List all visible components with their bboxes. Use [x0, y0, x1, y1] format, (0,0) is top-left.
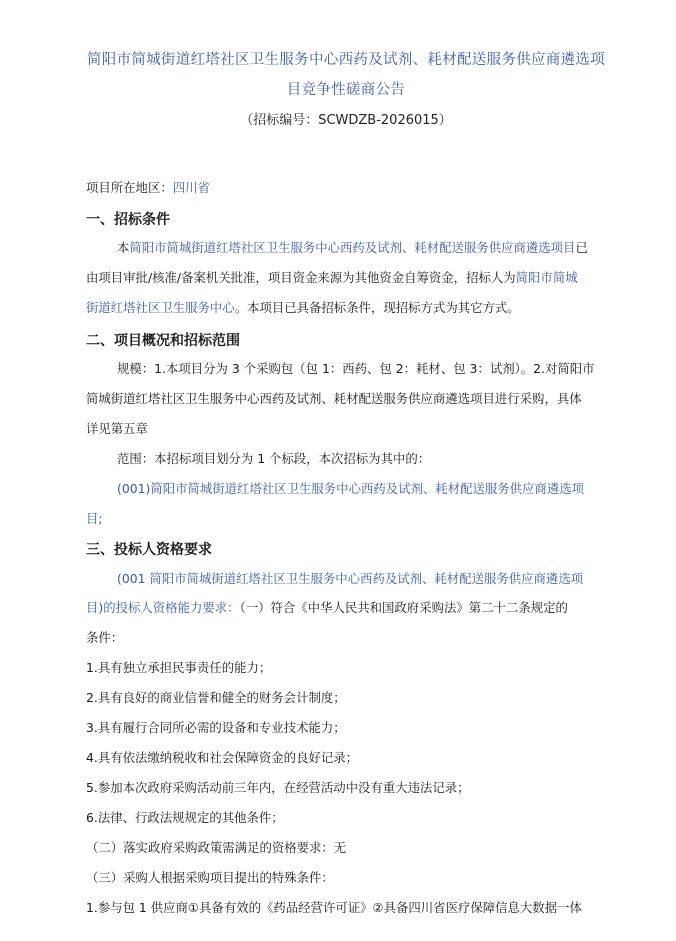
qualification-line-2 — [86, 600, 568, 616]
qualification-line-3: 条件： — [86, 630, 124, 645]
document-title-line-2: 目竞争性磋商公告 — [286, 82, 406, 98]
section-3-heading: 三、投标人资格要求 — [86, 542, 212, 558]
section-1-heading: 一、招标条件 — [86, 212, 170, 228]
bid-number: （招标编号：SCWDZB-2026015） — [240, 113, 452, 128]
project-region — [86, 180, 210, 196]
condition-item: 5.参加本次政府采购活动前三年内，在经营活动中没有重大违法记录； — [86, 780, 470, 795]
text-segment: 由项目审批/核准/备案机关批准，项目资金来源为其他资金自筹资金，招标人为 — [86, 270, 516, 285]
project-name-link: 简阳市简城街道红塔社区卫生服务中心西药及试剂、耗材配送服务供应商遴选项目 — [129, 240, 576, 255]
region-label: 项目所在地区： — [86, 180, 173, 195]
lot-line-2: 目; — [86, 511, 103, 526]
text-segment: 本 — [117, 240, 130, 255]
text-segment: （一）符合《中华人民共和国政府采购法》第二十二条规定的 — [239, 600, 568, 615]
section-1-paragraph-line-2 — [86, 270, 578, 286]
range-line: 范围：本招标项目划分为 1 个标段，本次招标为其中的： — [117, 451, 431, 466]
qualification-line-1: (001 简阳市简城街道红塔社区卫生服务中心西药及试剂、耗材配送服务供应商遴选项 — [117, 571, 584, 586]
region-value: 四川省 — [172, 180, 210, 195]
scale-line-3: 详见第五章 — [86, 421, 148, 436]
scale-line-1: 规模：1.本项目分为 3 个采购包（包 1：西药、包 2：耗材、包 3：试剂）。2.对简阳市 — [117, 361, 595, 376]
lot-line-1: (001)简阳市简城街道红塔社区卫生服务中心西药及试剂、耗材配送服务供应商遴选项 — [117, 481, 584, 496]
text-segment: 。本项目已具备招标条件，现招标方式为其它方式。 — [234, 300, 520, 315]
condition-item: 1.具有独立承担民事责任的能力； — [86, 660, 272, 675]
tenderer-name-link: 简阳市简城 — [515, 270, 578, 285]
package-1-requirement: 1.参与包 1 供应商①具备有效的《药品经营许可证》②具备四川省医疗保障信息大数据一体 — [86, 900, 582, 915]
requirement-3: （三）采购人根据采购项目提出的特殊条件： — [86, 870, 334, 885]
condition-item: 2.具有良好的商业信誉和健全的财务会计制度； — [86, 690, 346, 705]
requirement-2: （二）落实政府采购政策需满足的资格要求：无 — [86, 840, 347, 855]
document-title-line-1: 简阳市简城街道红塔社区卫生服务中心西药及试剂、耗材配送服务供应商遴选项 — [87, 52, 605, 68]
condition-item: 3.具有履行合同所必需的设备和专业技术能力； — [86, 720, 346, 735]
section-1-paragraph-line-3 — [86, 300, 520, 316]
section-1-paragraph-line-1 — [117, 240, 588, 256]
tenderer-name-link: 街道红塔社区卫生服务中心 — [86, 300, 235, 315]
section-2-heading: 二、项目概况和招标范围 — [86, 333, 240, 349]
condition-item: 4.具有依法缴纳税收和社会保障资金的良好记录； — [86, 750, 359, 765]
text-segment: 已 — [575, 240, 588, 255]
scale-line-2: 简城街道红塔社区卫生服务中心西药及试剂、耗材配送服务供应商遴选项目进行采购，具体 — [86, 391, 582, 406]
condition-item: 6.法律、行政法规规定的其他条件； — [86, 810, 284, 825]
text-segment: 目)的投标人资格能力要求： — [86, 600, 240, 615]
